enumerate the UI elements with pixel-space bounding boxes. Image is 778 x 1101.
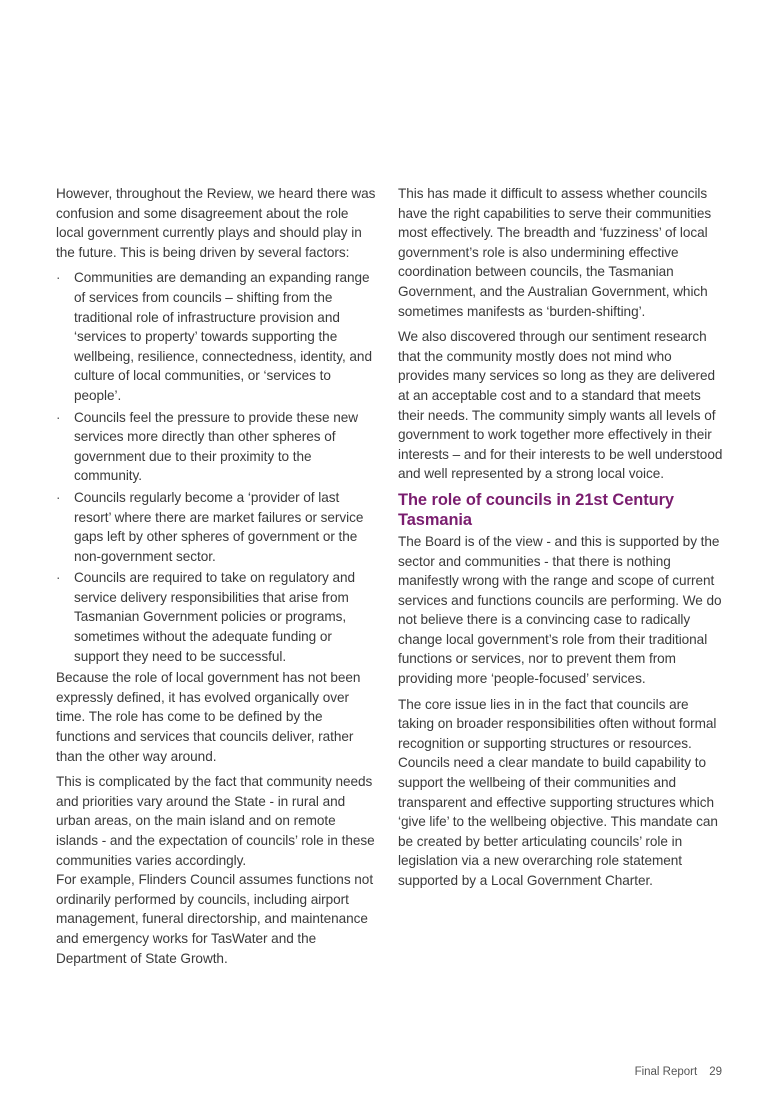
bullet-marker: ·: [56, 489, 61, 505]
board-paragraph: The Board is of the view - and this is supported by the sector and communities - that there is nothing manifestly wrong with the range and scope of current services and functions councils are performing. We do not believe there is a convincing case to radically change local government’s role from their traditional functions or services, nor to prevent them from providing more ‘people-focused’ services.: [398, 533, 722, 687]
list-item: [56, 488, 378, 566]
list-item-text: Councils are required to take on regulatory and service delivery responsibilities that arise from Tasmanian Government policies or programs, sometimes without the adequate funding or support they need to be successful.: [74, 570, 356, 664]
list-item: [56, 568, 378, 666]
intro-paragraph: However, throughout the Review, we heard there was confusion and some disagreement about the role local government currently plays and should play in the future. This is being driven by several factors:: [56, 186, 376, 260]
bullet-marker: ·: [56, 570, 61, 586]
footer-label: Final Report: [634, 1066, 698, 1078]
left-column: [56, 184, 378, 974]
difficult-paragraph: This has made it difficult to assess whether councils have the right capabilities to serve their communities most effectively. The breadth and ‘fuzziness’ of local government’s role is also undermining effective coordination between councils, the Tasmanian Government, and the Australian Government, which sometimes manifests as ‘burden-shifting’.: [398, 186, 712, 319]
page-footer: [635, 1066, 722, 1078]
role-defined-paragraph: Because the role of local government has not been expressly defined, it has evolved organically over time. The role has come to be defined by the functions and services that councils deliver, rather than the other way around.: [56, 670, 361, 764]
right-column: [398, 184, 726, 897]
flinders-paragraph: For example, Flinders Council assumes functions not ordinarily performed by councils, including airport management, funeral directorship, and maintenance and emergency works for TasWater and the Department of State Growth.: [56, 872, 374, 966]
bullet-marker: ·: [56, 409, 61, 425]
list-item-text: Councils feel the pressure to provide these new services more directly than other spheres of government due to their proximity to the community.: [74, 409, 359, 484]
core-issue-paragraph: The core issue lies in in the fact that councils are taking on broader responsibilities often without formal recognition or supporting structures or resources. Councils need a clear mandate to build capability to support the wellbeing of their communities and transparent and effective supporting structures which ‘give life’ to the wellbeing objective. This mandate can be created by better articulating councils’ role in legislation via a new overarching role statement supported by a Local Government Charter.: [398, 696, 718, 888]
factors-list: [56, 268, 378, 666]
bullet-marker: ·: [56, 270, 61, 286]
complicated-paragraph: This is complicated by the fact that community needs and priorities vary around the State - in rural and urban areas, on the main island and on remote islands - and the expectation of councils’ role in these communities varies accordingly.: [56, 774, 375, 868]
sentiment-paragraph: We also discovered through our sentiment research that the community mostly does not mind who provides many services so long as they are delivered at an acceptable cost and to a standard that meets their needs. The community simply wants all levels of government to work together more effectively in their interests – and for their interests to be well understood and well represented by a strong local voice.: [398, 329, 723, 482]
list-item-text: Councils regularly become a ‘provider of last resort’ where there are market failures or service gaps left by other spheres of government or the non-government sector.: [74, 489, 364, 564]
page-number: 29: [709, 1066, 722, 1078]
list-item-text: Communities are demanding an expanding range of services from councils – shifting from the traditional role of infrastructure provision and ‘services to property’ towards supporting the wellbeing, resilience, connectedness, identity, and culture of local communities, or ‘services to people’.: [74, 270, 372, 403]
list-item: [56, 268, 378, 405]
section-heading: The role of councils in 21st Century Tasmania: [398, 490, 674, 529]
list-item: [56, 408, 378, 486]
